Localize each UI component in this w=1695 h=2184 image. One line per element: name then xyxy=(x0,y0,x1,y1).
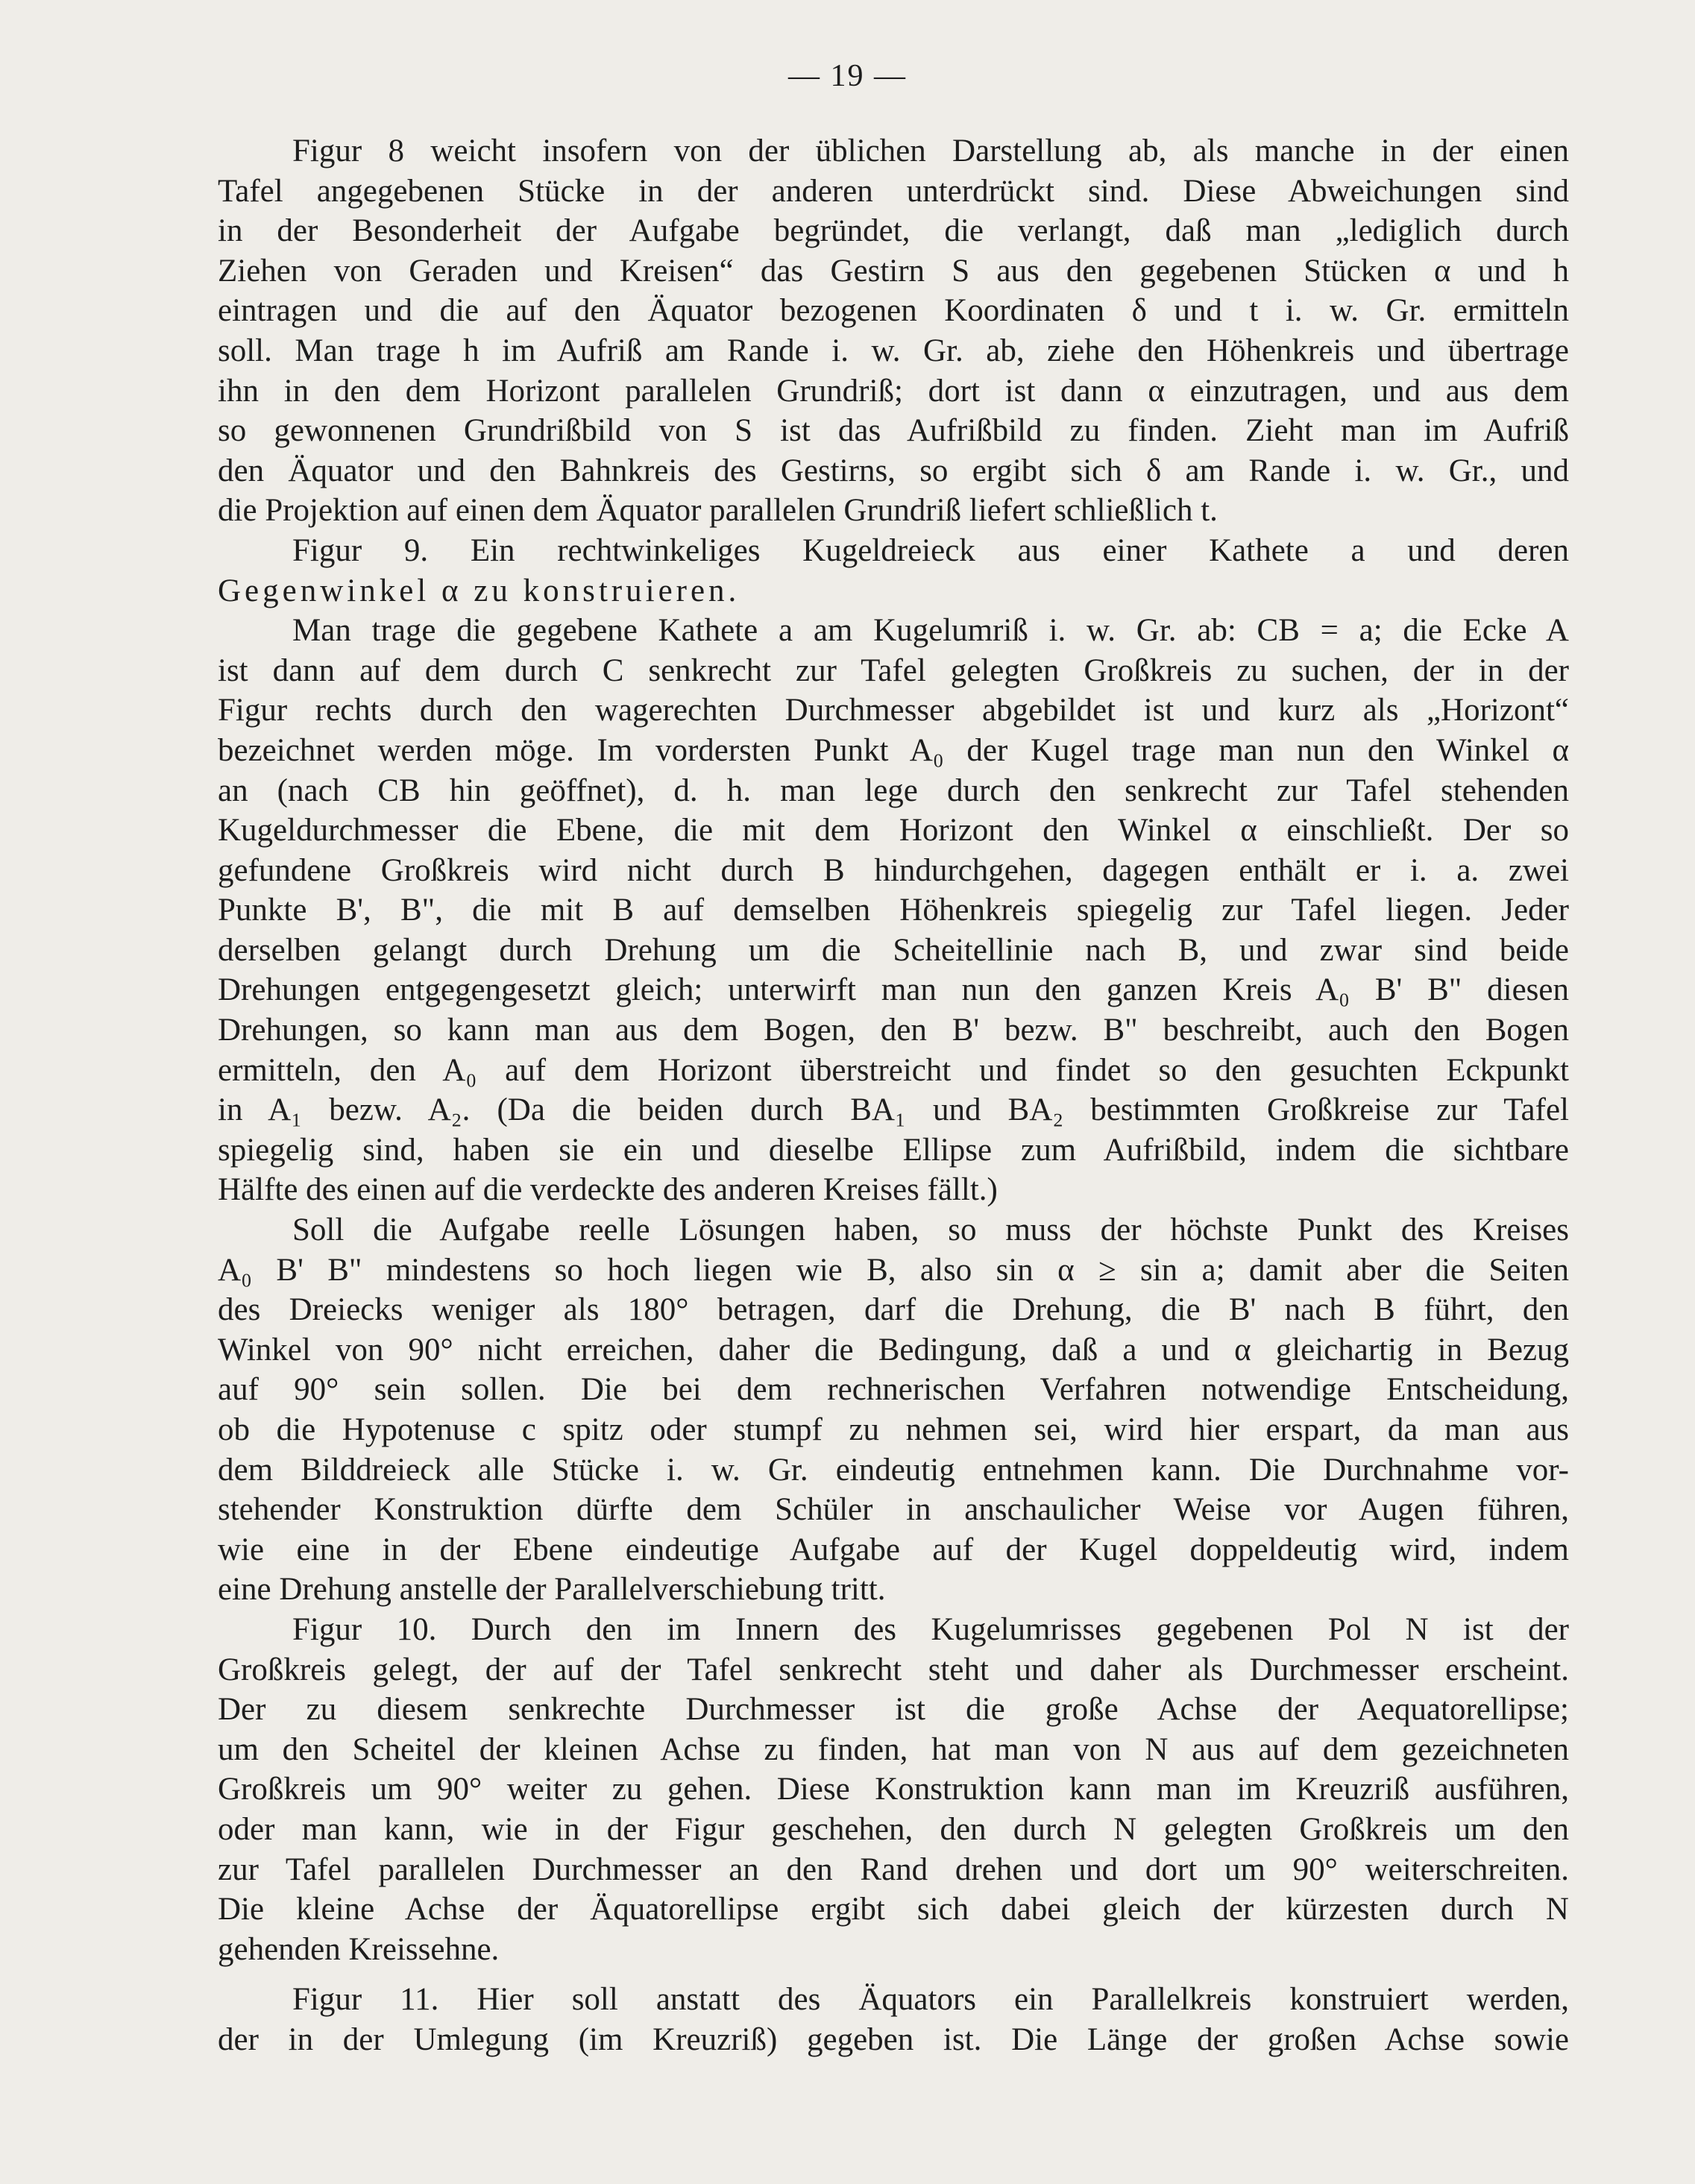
text-line: Punkte B', B", die mit B auf demselben Höhenkreis spiegelig zur Tafel liegen. Jeder xyxy=(218,893,1569,928)
text-line: Man trage die gegebene Kathete a am Kugelumriß i. w. Gr. ab: CB = a; die Ecke A xyxy=(292,613,1569,649)
text-line: soll. Man trage h im Aufriß am Rande i. w. Gr. ab, ziehe den Höhenkreis und übertrage xyxy=(218,333,1569,368)
text-line: dem Bilddreieck alle Stücke i. w. Gr. eindeutig entnehmen kann. Die Durchnahme vor- xyxy=(218,1452,1569,1488)
text-line: den Äquator und den Bahnkreis des Gestirns, so ergibt sich δ am Rande i. w. Gr., und xyxy=(218,453,1569,488)
text-line: eine Drehung anstelle der Parallelverschiebung tritt. xyxy=(218,1572,886,1608)
text-line: Soll die Aufgabe reelle Lösungen haben, so muss der höchste Punkt des Kreises xyxy=(292,1212,1569,1248)
text-line: an (nach CB hin geöffnet), d. h. man lege durch den senkrecht zur Tafel stehenden xyxy=(218,772,1569,808)
text-line: Großkreis gelegt, der auf der Tafel senkrecht steht und daher als Durchmesser erscheint. xyxy=(218,1652,1569,1687)
text-line: Die kleine Achse der Äquatorellipse ergibt sich dabei gleich der kürzesten durch N xyxy=(218,1892,1569,1927)
text-line: Figur 11. Hier soll anstatt des Äquators ein Parallelkreis konstruiert werden, xyxy=(292,1982,1569,2018)
text-line: spiegelig sind, haben sie ein und dieselbe Ellipse zum Aufrißbild, indem die sichtbare xyxy=(218,1132,1569,1168)
text-line: Kugeldurchmesser die Ebene, die mit dem Horizont den Winkel α einschließt. Der so xyxy=(218,813,1569,849)
text-line: ob die Hypotenuse c spitz oder stumpf zu nehmen sei, wird hier erspart, da man aus xyxy=(218,1412,1569,1447)
text-line: so gewonnenen Grundrißbild von S ist das Aufrißbild zu finden. Zieht man im Aufriß xyxy=(218,413,1569,449)
text-line: des Dreiecks weniger als 180° betragen, darf die Drehung, die B' nach B führt, den xyxy=(218,1292,1569,1328)
text-line: Figur 10. Durch den im Innern des Kugelumrisses gegebenen Pol N ist der xyxy=(292,1611,1569,1647)
text-line: gehenden Kreissehne. xyxy=(218,1931,500,1967)
text-line: wie eine in der Ebene eindeutige Aufgabe auf der Kugel doppeldeutig wird, indem xyxy=(218,1532,1569,1567)
text-line: zur Tafel parallelen Durchmesser an den Rand drehen und dort um 90° weiterschreiten. xyxy=(218,1851,1569,1887)
text-line: Hälfte des einen auf die verdeckte des anderen Kreises fällt.) xyxy=(218,1172,998,1208)
text-line: A₀ B' B" mindestens so hoch liegen wie B, also sin α ≥ sin a; damit aber die Seiten xyxy=(218,1252,1569,1288)
text-line: bezeichnet werden möge. Im vordersten Punkt A₀ der Kugel trage man nun den Winkel α xyxy=(218,732,1569,768)
text-line: Großkreis um 90° weiter zu gehen. Diese Konstruktion kann man im Kreuzriß ausführen, xyxy=(218,1772,1569,1807)
text-line: Drehungen, so kann man aus dem Bogen, den B' bezw. B" beschreibt, auch den Bogen xyxy=(218,1013,1569,1048)
text-line: in der Besonderheit der Aufgabe begründet, die verlangt, daß man „lediglich durch xyxy=(218,213,1569,249)
text-line: Winkel von 90° nicht erreichen, daher die Bedingung, daß a und α gleichartig in Bezug xyxy=(218,1332,1569,1368)
text-line: Drehungen entgegengesetzt gleich; unterwirft man nun den ganzen Kreis A₀ B' B" diesen xyxy=(218,972,1569,1008)
text-line: Gegenwinkel α zu konstruieren. xyxy=(218,573,740,608)
text-line: in A₁ bezw. A₂. (Da die beiden durch BA₁ und BA₂ bestimmten Großkreise zur Tafel xyxy=(218,1092,1569,1128)
text-line: ihn in den dem Horizont parallelen Grundriß; dort ist dann α einzutragen, und aus dem xyxy=(218,373,1569,409)
text-line: ermitteln, den A₀ auf dem Horizont überstreicht und findet so den gesuchten Eckpunkt xyxy=(218,1052,1569,1088)
text-line: Der zu diesem senkrechte Durchmesser ist die große Achse der Aequatorellipse; xyxy=(218,1692,1569,1728)
text-line: Figur rechts durch den wagerechten Durchmesser abgebildet ist und kurz als „Horizont“ xyxy=(218,693,1569,728)
text-line: oder man kann, wie in der Figur geschehen, den durch N gelegten Großkreis um den xyxy=(218,1811,1569,1847)
text-line: um den Scheitel der kleinen Achse zu finden, hat man von N aus auf dem gezeichneten xyxy=(218,1731,1569,1767)
text-line: Figur 9. Ein rechtwinkeliges Kugeldreieck aus einer Kathete a und deren xyxy=(292,532,1569,568)
text-line: der in der Umlegung (im Kreuzriß) gegeben ist. Die Länge der großen Achse sowie xyxy=(218,2021,1569,2057)
body-text xyxy=(218,131,1569,2060)
text-line: ist dann auf dem durch C senkrecht zur Tafel gelegten Großkreis zu suchen, der in der xyxy=(218,652,1569,688)
text-line: Ziehen von Geraden und Kreisen“ das Gestirn S aus den gegebenen Stücken α und h xyxy=(218,253,1569,289)
text-line: die Projektion auf einen dem Äquator parallelen Grundriß liefert schließlich t. xyxy=(218,493,1218,529)
text-line: Tafel angegebenen Stücke in der anderen unterdrückt sind. Diese Abweichungen sind xyxy=(218,173,1569,209)
text-line: derselben gelangt durch Drehung um die Scheitellinie nach B, und zwar sind beide xyxy=(218,932,1569,968)
text-line: eintragen und die auf den Äquator bezogenen Koordinaten δ und t i. w. Gr. ermitteln xyxy=(218,293,1569,329)
text-line: auf 90° sein sollen. Die bei dem rechnerischen Verfahren notwendige Entscheidung, xyxy=(218,1372,1569,1408)
text-line: gefundene Großkreis wird nicht durch B hindurchgehen, dagegen enthält er i. a. zwei xyxy=(218,852,1569,888)
text-line: stehender Konstruktion dürfte dem Schüler in anschaulicher Weise vor Augen führen, xyxy=(218,1492,1569,1528)
text-line: Figur 8 weicht insofern von der üblichen Darstellung ab, als manche in der einen xyxy=(292,133,1569,169)
page-number: — 19 — xyxy=(788,59,907,93)
